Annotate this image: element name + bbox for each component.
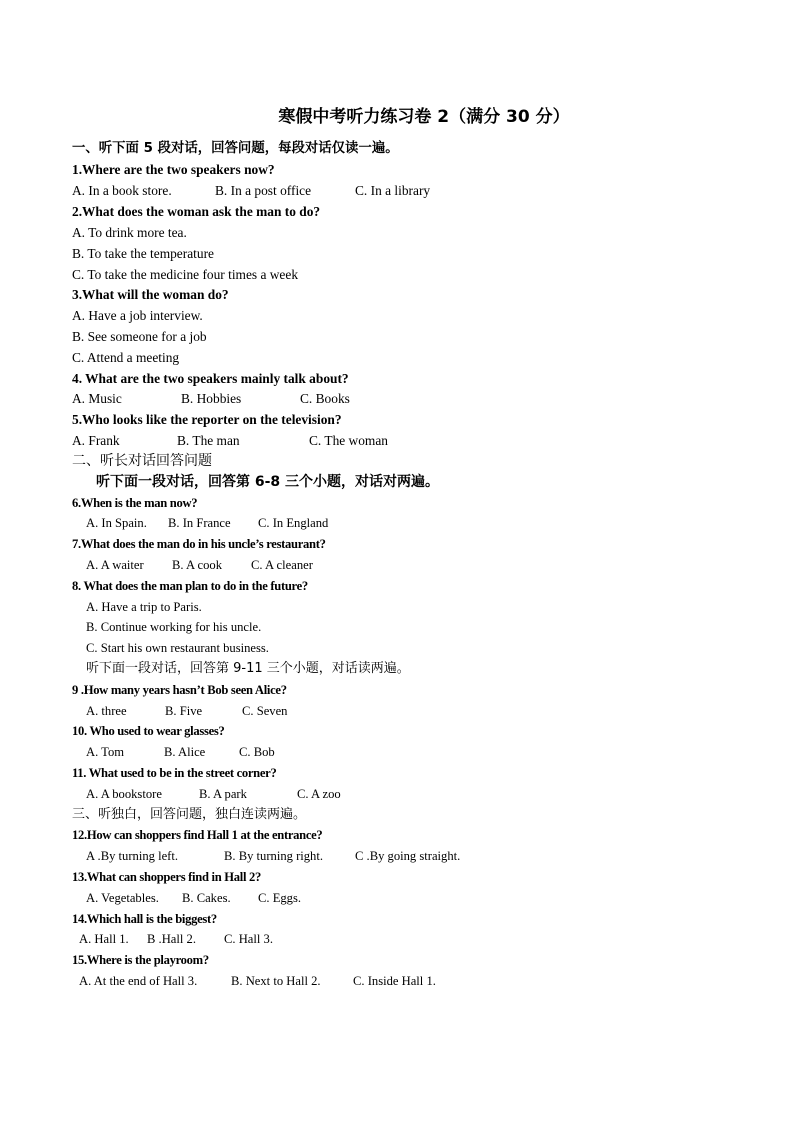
q8-option-b: B. Continue working for his uncle. (86, 620, 262, 634)
q11-option-a: A. A bookstore (86, 787, 162, 801)
question-13: 13.What can shoppers find in Hall 2? (72, 870, 261, 884)
q3-option-c: C. Attend a meeting (72, 350, 180, 365)
q4-option-b: B. Hobbies (181, 391, 242, 406)
question-2: 2.What does the woman ask the man to do? (72, 204, 321, 219)
q4-option-c: C. Books (300, 391, 350, 406)
question-7: 7.What does the man do in his uncle’s restaurant? (72, 537, 326, 551)
section-2-sub-2: 听下面一段对话，回答第 9-11 三个小题，对话读两遍。 (86, 661, 410, 676)
q15-option-b: B. Next to Hall 2. (231, 974, 321, 988)
q9-option-c: C. Seven (242, 704, 288, 718)
q15-option-a: A. At the end of Hall 3. (79, 974, 198, 988)
question-3: 3.What will the woman do? (72, 287, 229, 302)
q1-option-a: A. In a book store. (72, 183, 172, 198)
q3-option-b: B. See someone for a job (72, 329, 207, 344)
q4-option-a: A. Music (72, 391, 122, 406)
question-1: 1.Where are the two speakers now? (72, 162, 275, 177)
section-2-sub-1: 听下面一段对话，回答第 6-8 三个小题，对话对两遍。 (96, 474, 440, 490)
q10-option-a: A. Tom (86, 745, 125, 759)
q14-option-a: A. Hall 1. (79, 932, 129, 946)
question-4: 4. What are the two speakers mainly talk about? (72, 371, 349, 386)
q11-option-c: C. A zoo (297, 787, 341, 801)
q1-option-b: B. In a post office (215, 183, 312, 198)
question-6: 6.When is the man now? (72, 496, 198, 510)
q7-option-c: C. A cleaner (251, 558, 313, 572)
q8-option-a: A. Have a trip to Paris. (86, 600, 202, 614)
question-15: 15.Where is the playroom? (72, 953, 209, 967)
page-title: 寒假中考听力练习卷 2（满分 30 分） (278, 107, 570, 127)
question-5: 5.Who looks like the reporter on the television? (72, 412, 342, 427)
q15-option-c: C. Inside Hall 1. (353, 974, 436, 988)
q12-option-a: A .By turning left. (86, 849, 178, 863)
q3-option-a: A. Have a job interview. (72, 308, 203, 323)
q7-option-a: A. A waiter (86, 558, 144, 572)
q5-option-b: B. The man (177, 433, 240, 448)
q14-option-b: B .Hall 2. (147, 932, 196, 946)
q5-option-c: C. The woman (309, 433, 388, 448)
q6-option-c: C. In England (258, 516, 329, 530)
section-2-heading: 二、听长对话回答问题 (72, 453, 212, 469)
question-10: 10. Who used to wear glasses? (72, 724, 225, 738)
question-12: 12.How can shoppers find Hall 1 at the entrance? (72, 828, 323, 842)
q9-option-b: B. Five (165, 704, 203, 718)
question-14: 14.Which hall is the biggest? (72, 912, 217, 926)
q6-option-a: A. In Spain. (86, 516, 147, 530)
q14-option-c: C. Hall 3. (224, 932, 273, 946)
question-8: 8. What does the man plan to do in the future? (72, 579, 308, 593)
q7-option-b: B. A cook (172, 558, 223, 572)
q10-option-c: C. Bob (239, 745, 275, 759)
section-1-heading: 一、听下面 5 段对话，回答问题，每段对话仅读一遍。 (72, 141, 399, 156)
q5-option-a: A. Frank (72, 433, 120, 448)
q1-option-c: C. In a library (355, 183, 431, 198)
q13-option-a: A. Vegetables. (86, 891, 159, 905)
q12-option-c: C .By going straight. (355, 849, 461, 863)
q9-option-a: A. three (86, 704, 127, 718)
q6-option-b: B. In France (168, 516, 231, 530)
q8-option-c: C. Start his own restaurant business. (86, 641, 269, 655)
q13-option-b: B. Cakes. (182, 891, 231, 905)
q12-option-b: B. By turning right. (224, 849, 324, 863)
section-3-heading: 三、听独白，回答问题，独白连读两遍。 (72, 807, 307, 822)
q2-option-c: C. To take the medicine four times a week (72, 267, 299, 282)
question-11: 11. What used to be in the street corner? (72, 766, 277, 780)
q13-option-c: C. Eggs. (258, 891, 302, 905)
question-9: 9 .How many years hasn’t Bob seen Alice? (72, 683, 287, 697)
q11-option-b: B. A park (199, 787, 247, 801)
q2-option-b: B. To take the temperature (72, 246, 214, 261)
q10-option-b: B. Alice (164, 745, 206, 759)
q2-option-a: A. To drink more tea. (72, 225, 187, 240)
